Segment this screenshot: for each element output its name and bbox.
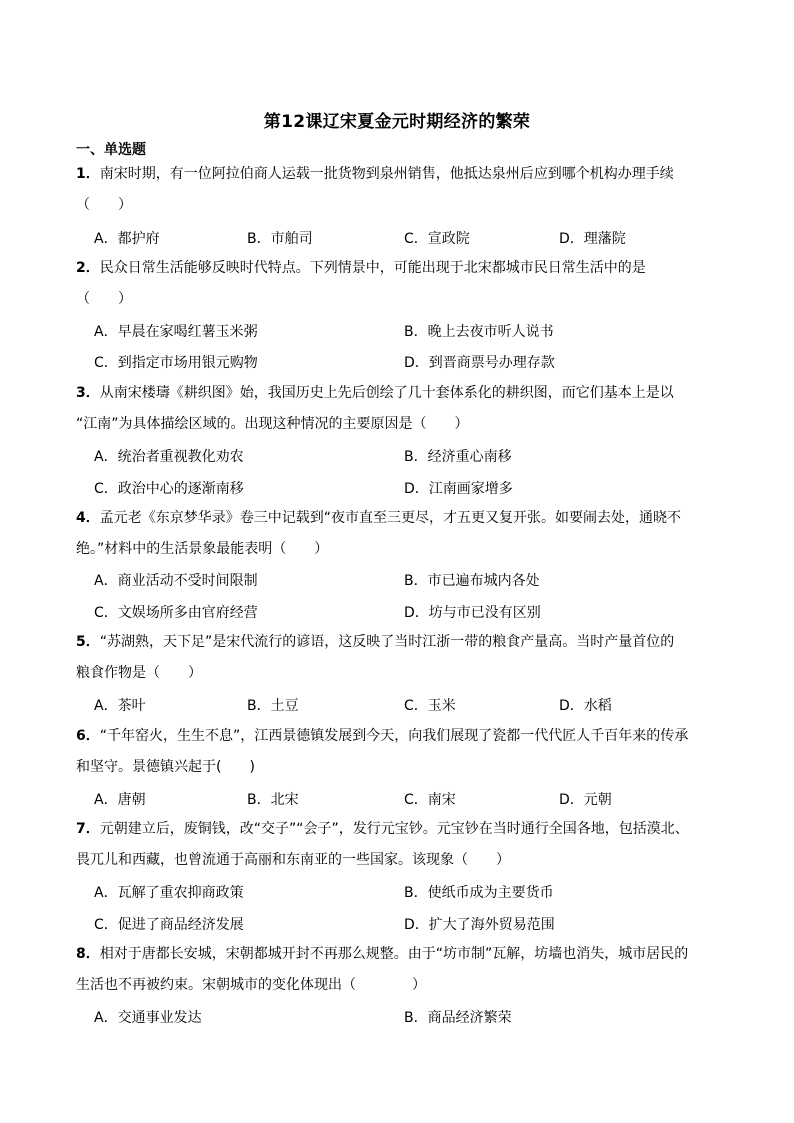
option-d: D．扩大了海外贸易范围 (404, 917, 555, 933)
question-number: 2． (76, 260, 100, 276)
option-b: B．市舶司 (247, 231, 313, 247)
option-b: B．晚上去夜市听人说书 (404, 324, 554, 340)
option-d: D．理藩院 (559, 231, 626, 247)
question-number: 7． (76, 821, 100, 837)
option-c: C．玉米 (404, 698, 456, 714)
option-a: A．统治者重视教化劝农 (94, 449, 244, 465)
question-3 (76, 378, 726, 440)
question-text-line: 粮食作物是（ ） (76, 665, 202, 681)
question-text-line: “苏湖熟，天下足”是宋代流行的谚语，这反映了当时江浙一带的粮食产量高。当时产量首位的 (99, 634, 675, 650)
question-number: 5． (76, 634, 100, 650)
question-2 (76, 253, 726, 315)
question-text-line: 和坚守。景德镇兴起于( ) (76, 759, 255, 775)
options-row (94, 914, 734, 936)
options-row (94, 1007, 734, 1029)
question-text-line: （ ） (76, 197, 132, 213)
question-text-line: 生活也不再被约束。宋朝城市的变化体现出（ ） (76, 977, 426, 993)
question-number: 4． (76, 510, 100, 526)
section-heading: 一、单选题 (76, 142, 146, 158)
question-6 (76, 721, 726, 783)
option-d: D．水稻 (559, 698, 612, 714)
question-4 (76, 503, 726, 565)
option-b: B．使纸币成为主要货币 (404, 885, 554, 901)
options-row (94, 695, 734, 717)
options-row (94, 789, 734, 811)
option-b: B．北宋 (247, 792, 299, 808)
option-a: A．交通事业发达 (94, 1010, 202, 1026)
option-a: A．都护府 (94, 231, 160, 247)
options-row (94, 478, 734, 500)
page-title: 第12课辽宋夏金元时期经济的繁荣 (263, 112, 531, 132)
options-row (94, 446, 734, 468)
option-b: B．市已遍布城内各处 (404, 573, 540, 589)
question-5 (76, 627, 726, 689)
question-text-line: “千年窑火，生生不息”，江西景德镇发展到今天，向我们展现了瓷都一代代匠人千百年来的传承 (99, 728, 689, 744)
question-8 (76, 939, 726, 1001)
options-row (94, 882, 734, 904)
options-row (94, 352, 734, 374)
question-number: 3． (76, 385, 100, 401)
question-1 (76, 159, 726, 221)
question-text-line: 南宋时期，有一位阿拉伯商人运载一批货物到泉州销售，他抵达泉州后应到哪个机构办理手续 (99, 166, 674, 182)
question-text-line: 民众日常生活能够反映时代特点。下列情景中，可能出现于北宋都城市民日常生活中的是 (99, 260, 646, 276)
options-row (94, 321, 734, 343)
question-number: 6． (76, 728, 100, 744)
question-text-line: “江南”为具体描绘区域的。出现这种情况的主要原因是（ ） (76, 416, 469, 432)
option-a: A．早晨在家喝红薯玉米粥 (94, 324, 258, 340)
option-a: A．商业活动不受时间限制 (94, 573, 258, 589)
option-c: C．南宋 (404, 792, 456, 808)
option-c: C．文娱场所多由官府经营 (94, 605, 258, 621)
option-c: C．政治中心的逐渐南移 (94, 481, 244, 497)
option-b: B．土豆 (247, 698, 299, 714)
option-a: A．唐朝 (94, 792, 146, 808)
question-number: 1． (76, 166, 100, 182)
question-number: 8． (76, 946, 100, 962)
option-d: D．元朝 (559, 792, 612, 808)
option-a: A．茶叶 (94, 698, 146, 714)
option-d: D．江南画家增多 (404, 481, 513, 497)
options-row (94, 602, 734, 624)
option-b: B．商品经济繁荣 (404, 1010, 512, 1026)
option-c: C．宣政院 (404, 231, 470, 247)
option-d: D．坊与市已没有区别 (404, 605, 541, 621)
question-text-line: 相对于唐都长安城，宋朝都城开封不再那么规整。由于“坊市制”瓦解，坊墙也消失，城市居民的 (99, 946, 689, 962)
option-a: A．瓦解了重农抑商政策 (94, 885, 244, 901)
options-row (94, 228, 734, 250)
option-d: D．到晋商票号办理存款 (404, 355, 555, 371)
option-c: C．促进了商品经济发展 (94, 917, 244, 933)
option-b: B．经济重心南移 (404, 449, 512, 465)
question-text-line: 从南宋楼璹《耕织图》始，我国历史上先后创绘了几十套体系化的耕织图，而它们基本上是以 (99, 385, 674, 401)
option-c: C．到指定市场用银元购物 (94, 355, 258, 371)
question-text-line: （ ） (76, 291, 132, 307)
options-row (94, 570, 734, 592)
question-text-line: 绝。”材料中的生活景象最能表明（ ） (76, 541, 329, 557)
question-text-line: 孟元老《东京梦华录》卷三中记载到“夜市直至三更尽，才五更又复开张。如要闹去处，通晓不 (99, 510, 682, 526)
question-7 (76, 814, 726, 876)
question-text-line: 畏兀儿和西藏，也曾流通于高丽和东南亚的一些国家。该现象（ ） (76, 852, 510, 868)
question-text-line: 元朝建立后，废铜钱，改“交子”“会子”，发行元宝钞。元宝钞在当时通行全国各地，包括漠北、 (99, 821, 689, 837)
